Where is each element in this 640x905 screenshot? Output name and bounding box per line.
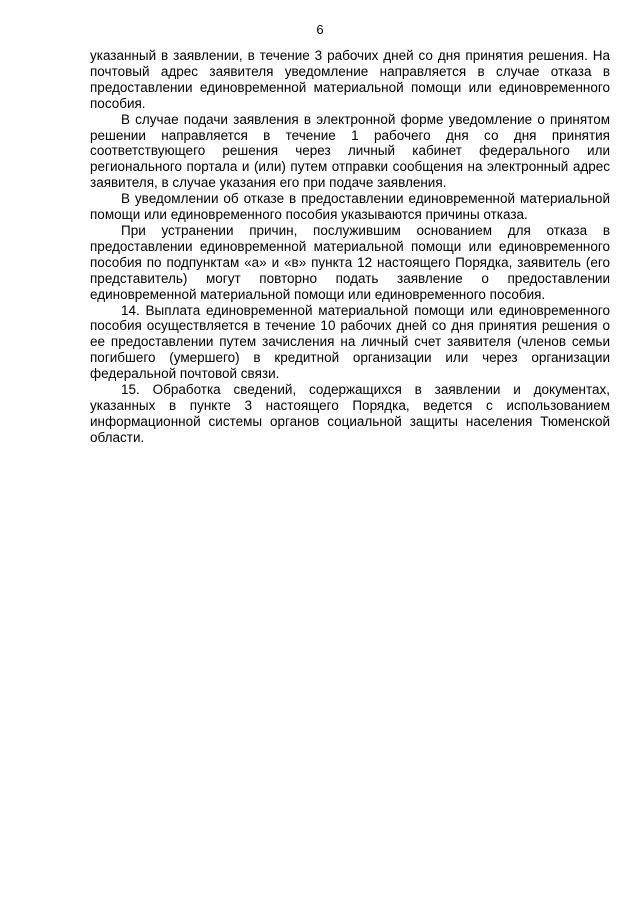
- document-body: [90, 48, 610, 446]
- paragraph-reapplication: При устранении причин, послужившим основанием для отказа в предоставлении единовременной материальной помощи или единовременного пособия по подпунктам «а» и «в» пункта 12 настоящего Порядка, заявитель (его представитель) могут повторно подать заявление о предоставлении единовременной материальной помощи или единовременного пособия.: [90, 222, 610, 302]
- paragraph-item-15-data-processing: 15. Обработка сведений, содержащихся в заявлении и документах, указанных в пункте 3 настоящего Порядка, ведется с использованием информационной системы органов социальной защиты населения Тюменской области.: [90, 382, 610, 445]
- page-number: 6: [316, 22, 324, 37]
- paragraph-item-14-payment: 14. Выплата единовременной материальной помощи или единовременного пособия осуществляется в течение 10 рабочих дней со дня принятия решения о ее предоставлении путем зачисления на личный счет заявителя (членов семьи погибшего (умершего) в кредитной организации или через организации федеральной почтовой связи.: [90, 302, 610, 382]
- paragraph-refusal-reasons: В уведомлении об отказе в предоставлении единовременной материальной помощи или единовременного пособия указываются причины отказа.: [90, 191, 610, 223]
- paragraph-notification-deadline: указанный в заявлении, в течение 3 рабочих дней со дня принятия решения. На почтовый адрес заявителя уведомление направляется в случае отказа в предоставлении единовременной материальной помощи или единовременного пособия.: [90, 48, 610, 111]
- paragraph-electronic-notification: В случае подачи заявления в электронной форме уведомление о принятом решении направляется в течение 1 рабочего дня со дня принятия соответствующего решения через личный кабинет федерального или регионального портала и (или) путем отправки сообщения на электронный адрес заявителя, в случае указания его при подаче заявления.: [90, 111, 610, 191]
